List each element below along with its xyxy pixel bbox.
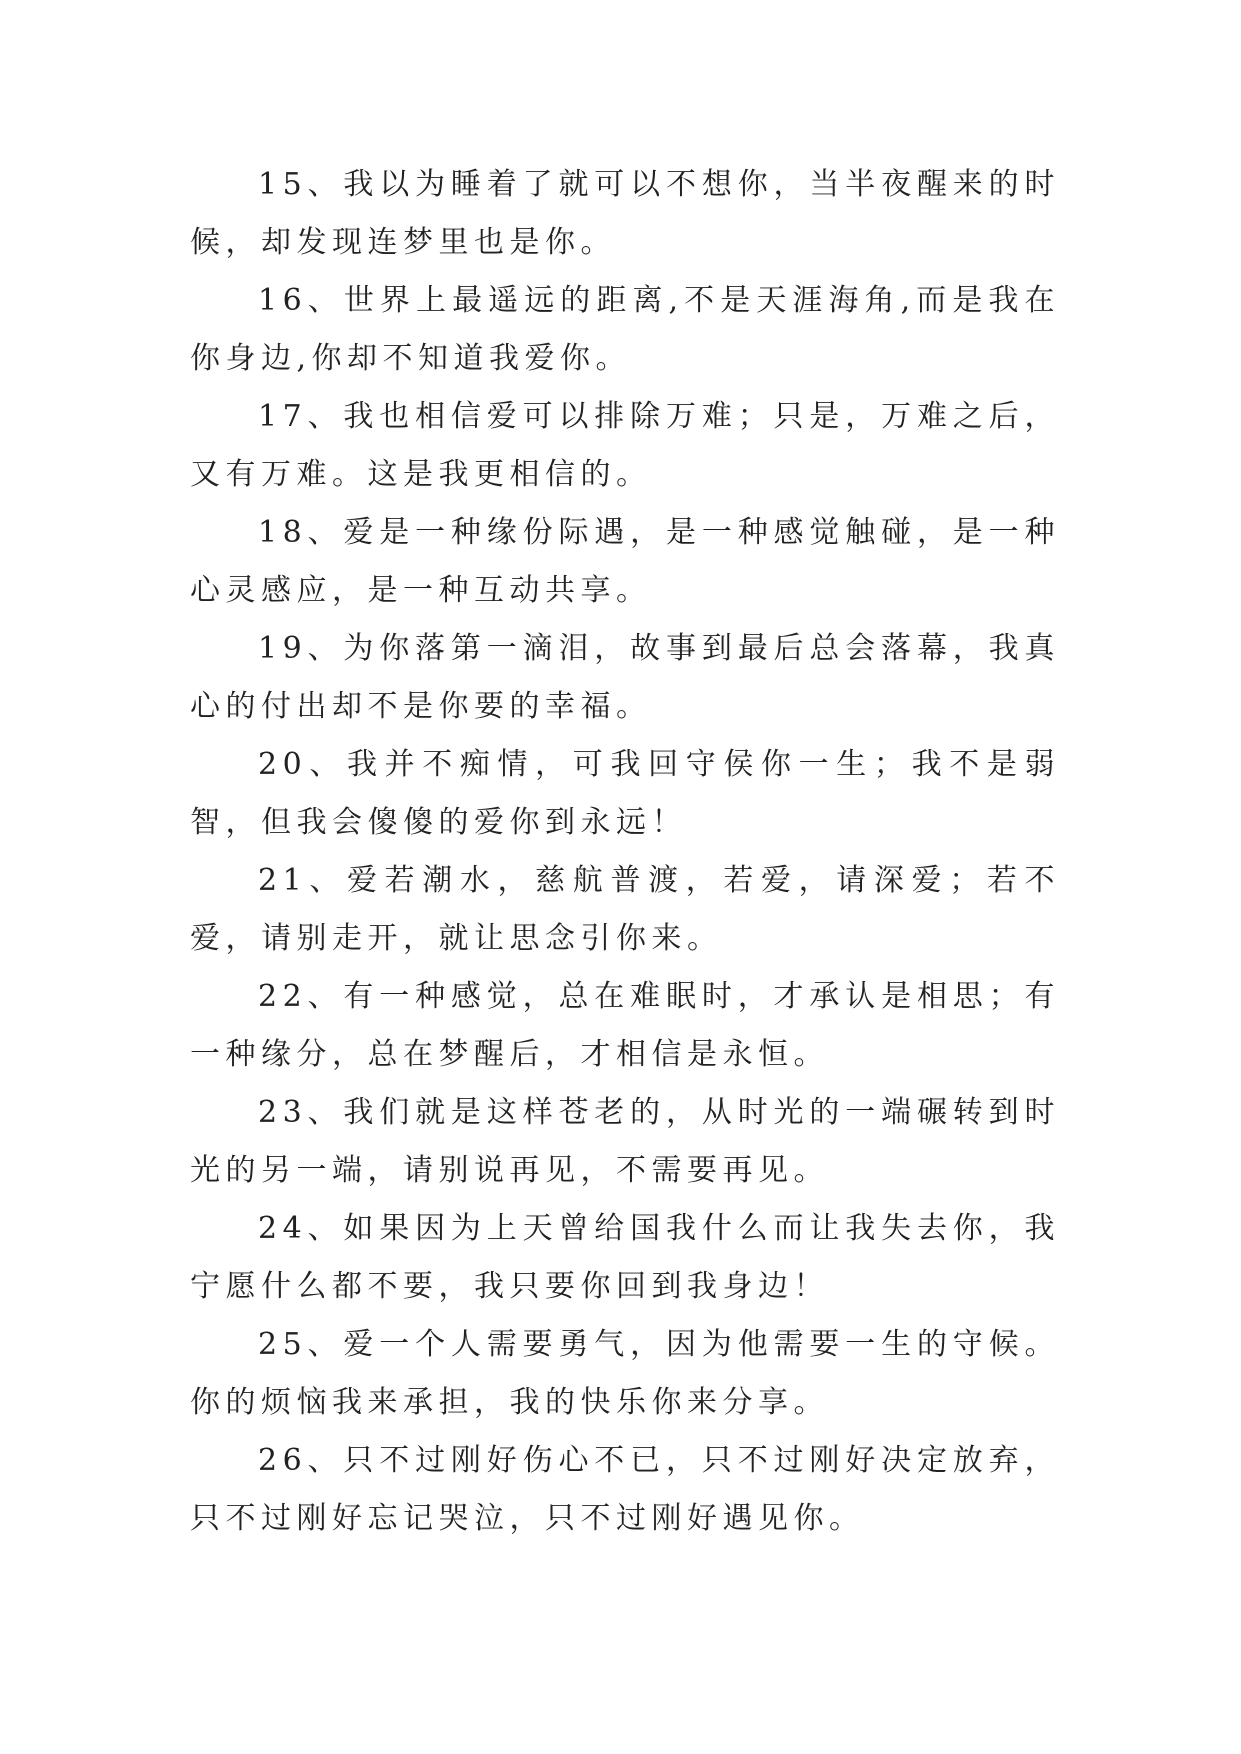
paragraph-21: 21、爱若潮水，慈航普渡，若爱，请深爱；若不爱，请别走开，就让思念引你来。 [190, 863, 1060, 956]
document-body [190, 156, 1060, 1548]
paragraph-25: 25、爱一个人需要勇气，因为他需要一生的守候。你的烦恼我来承担，我的快乐你来分享。 [190, 1327, 1060, 1420]
paragraph-26: 26、只不过刚好伤心不已，只不过刚好决定放弃，只不过刚好忘记哭泣，只不过刚好遇见你。 [190, 1443, 1060, 1536]
paragraph-22: 22、有一种感觉，总在难眠时，才承认是相思；有一种缘分，总在梦醒后，才相信是永恒。 [190, 979, 1060, 1072]
paragraph-15: 15、我以为睡着了就可以不想你，当半夜醒来的时候，却发现连梦里也是你。 [190, 167, 1060, 260]
paragraph-24: 24、如果因为上天曾给国我什么而让我失去你，我宁愿什么都不要，我只要你回到我身边！ [190, 1211, 1060, 1304]
paragraph-19: 19、为你落第一滴泪，故事到最后总会落幕，我真心的付出却不是你要的幸福。 [190, 631, 1060, 724]
paragraph-16: 16、世界上最遥远的距离,不是天涯海角,而是我在你身边,你却不知道我爱你。 [190, 283, 1060, 376]
paragraph-18: 18、爱是一种缘份际遇，是一种感觉触碰，是一种心灵感应，是一种互动共享。 [190, 515, 1060, 608]
paragraph-17: 17、我也相信爱可以排除万难；只是，万难之后，又有万难。这是我更相信的。 [190, 399, 1060, 492]
paragraph-20: 20、我并不痴情，可我回守侯你一生；我不是弱智，但我会傻傻的爱你到永远！ [190, 747, 1060, 840]
paragraph-23: 23、我们就是这样苍老的，从时光的一端碾转到时光的另一端，请别说再见，不需要再见。 [190, 1095, 1060, 1188]
